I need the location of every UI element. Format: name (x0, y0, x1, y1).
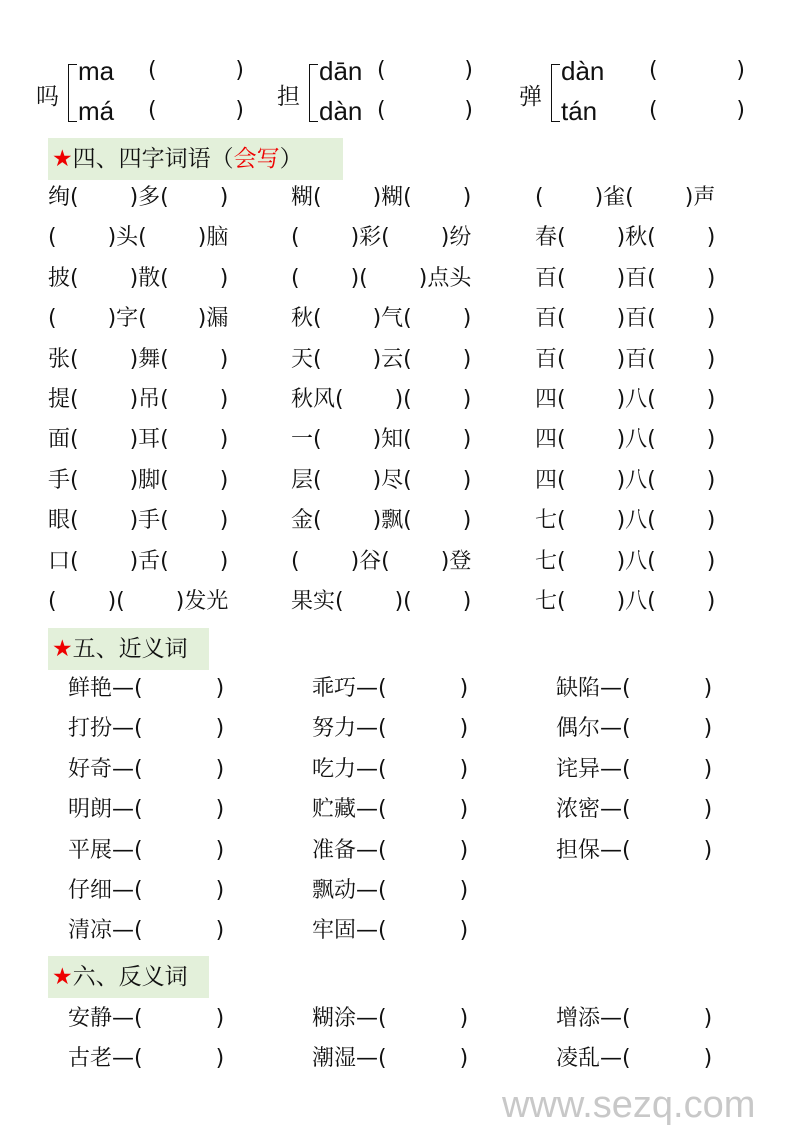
idiom-fill-item[interactable]: 秋( )气( ) (291, 306, 472, 332)
word-pair-item[interactable]: 增添—( ) (556, 1006, 713, 1031)
idiom-fill-item[interactable]: 糊( )糊( ) (291, 185, 472, 210)
section-4-close: ） (279, 146, 303, 172)
word-pair-item[interactable]: 潮湿—( ) (312, 1046, 469, 1072)
word-pair-item[interactable]: 好奇—( ) (68, 756, 225, 782)
idiom-fill-item[interactable]: 面( )耳( ) (48, 427, 229, 453)
idiom-fill-item[interactable]: 一( )知( ) (291, 427, 472, 453)
idiom-fill-item[interactable]: 绚( )多( ) (48, 185, 229, 210)
word-pair-item[interactable]: 凌乱—( ) (556, 1046, 713, 1072)
brace-icon (551, 64, 560, 122)
word-pair-item[interactable]: 缺陷—( ) (556, 676, 713, 701)
answer-blank[interactable]: ( ) (649, 58, 745, 83)
star-icon: ★ (52, 636, 73, 662)
idiom-fill-item[interactable]: ( )头( )脑 (48, 225, 229, 251)
word-pair-item[interactable]: 安静—( ) (68, 1006, 225, 1031)
idiom-fill-item[interactable]: ( )彩( )纷 (291, 225, 472, 251)
idiom-fill-item[interactable]: 四( )八( ) (535, 387, 716, 412)
idiom-fill-item[interactable]: 百( )百( ) (535, 265, 716, 291)
idiom-fill-item[interactable]: 百( )百( ) (535, 306, 716, 332)
word-pair-item[interactable]: 偶尔—( ) (556, 716, 713, 742)
pinyin-reading: dàn (319, 96, 363, 126)
word-pair-item[interactable]: 古老—( ) (68, 1046, 225, 1072)
word-pair-item[interactable]: 努力—( ) (312, 716, 469, 742)
word-pair-item[interactable]: 牢固—( ) (312, 918, 469, 944)
idiom-fill-item[interactable]: 七( )八( ) (535, 548, 716, 574)
word-pair-item[interactable]: 担保—( ) (556, 837, 713, 863)
polyphone-char: 担 (277, 84, 300, 110)
idiom-fill-item[interactable]: 七( )八( ) (535, 508, 716, 534)
idiom-fill-item[interactable]: 天( )云( ) (291, 346, 472, 372)
idiom-fill-item[interactable]: 金( )飘( ) (291, 508, 472, 534)
section-4-title: 四、四字词语（ (72, 146, 234, 172)
word-pair-item[interactable]: 诧异—( ) (556, 756, 713, 782)
word-pair-item[interactable]: 鲜艳—( ) (68, 676, 225, 701)
idiom-fill-item[interactable]: ( )( )发光 (48, 589, 229, 614)
idiom-fill-item[interactable]: 层( )尽( ) (291, 467, 472, 493)
star-icon: ★ (52, 964, 73, 990)
idiom-fill-item[interactable]: 秋风( )( ) (291, 387, 472, 412)
section-5-title: 五、近义词 (72, 636, 188, 662)
idiom-fill-item[interactable]: 四( )八( ) (535, 467, 716, 493)
watermark: www.sezq.com (502, 1084, 756, 1126)
idiom-fill-item[interactable]: ( )雀( )声 (535, 185, 716, 210)
word-pair-item[interactable]: 浓密—( ) (556, 797, 713, 823)
brace-icon (309, 64, 318, 122)
polyphone-char: 吗 (36, 84, 59, 110)
answer-blank[interactable]: ( ) (649, 98, 745, 123)
idiom-fill-item[interactable]: 四( )八( ) (535, 427, 716, 453)
section-6-header (48, 956, 209, 998)
section-5-header (48, 628, 209, 670)
answer-blank[interactable]: ( ) (377, 98, 473, 123)
word-pair-item[interactable]: 明朗—( ) (68, 797, 225, 823)
word-pair-item[interactable]: 打扮—( ) (68, 716, 225, 742)
idiom-fill-item[interactable]: 手( )脚( ) (48, 467, 229, 493)
star-icon: ★ (52, 146, 73, 172)
idiom-fill-item[interactable]: ( )字( )漏 (48, 306, 229, 332)
pinyin-reading: dān (319, 56, 363, 86)
idiom-fill-item[interactable]: 张( )舞( ) (48, 346, 229, 372)
word-pair-item[interactable]: 清凉—( ) (68, 918, 225, 944)
word-pair-item[interactable]: 糊涂—( ) (312, 1006, 469, 1031)
idiom-fill-item[interactable]: 百( )百( ) (535, 346, 716, 372)
word-pair-item[interactable]: 吃力—( ) (312, 756, 469, 782)
idiom-fill-item[interactable]: 提( )吊( ) (48, 387, 229, 412)
word-pair-item[interactable]: 平展—( ) (68, 837, 225, 863)
pinyin-reading: má (78, 96, 115, 126)
word-pair-item[interactable]: 乖巧—( ) (312, 676, 469, 701)
section-6-title: 六、反义词 (72, 964, 188, 990)
section-4-highlight: 会写 (233, 146, 280, 172)
word-pair-item[interactable]: 贮藏—( ) (312, 797, 469, 823)
idiom-fill-item[interactable]: 七( )八( ) (535, 589, 716, 614)
polyphone-char: 弹 (519, 84, 542, 110)
pinyin-reading: dàn (561, 56, 605, 86)
brace-icon (68, 64, 77, 122)
answer-blank[interactable]: ( ) (377, 58, 473, 83)
word-pair-item[interactable]: 准备—( ) (312, 837, 469, 863)
idiom-fill-item[interactable]: 眼( )手( ) (48, 508, 229, 534)
idiom-fill-item[interactable]: 披( )散( ) (48, 265, 229, 291)
idiom-fill-item[interactable]: ( )谷( )登 (291, 548, 472, 574)
idiom-fill-item[interactable]: 口( )舌( ) (48, 548, 229, 574)
answer-blank[interactable]: ( ) (148, 98, 244, 123)
pinyin-reading: ma (78, 56, 115, 86)
section-4-header (48, 138, 343, 180)
idiom-fill-item[interactable]: ( )( )点头 (291, 265, 472, 291)
word-pair-item[interactable]: 仔细—( ) (68, 878, 225, 903)
idiom-fill-item[interactable]: 春( )秋( ) (535, 225, 716, 251)
idiom-fill-item[interactable]: 果实( )( ) (291, 589, 472, 614)
answer-blank[interactable]: ( ) (148, 58, 244, 83)
pinyin-reading: tán (561, 96, 598, 126)
word-pair-item[interactable]: 飘动—( ) (312, 878, 469, 903)
